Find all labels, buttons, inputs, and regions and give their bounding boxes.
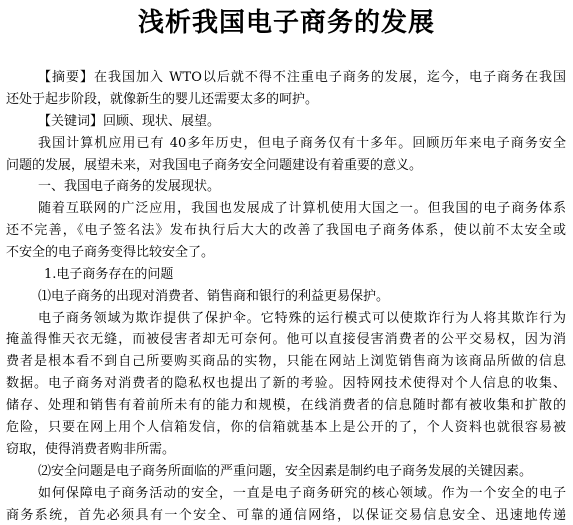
document-title: 浅析我国电子商务的发展 [137,8,435,38]
body-line: 随着互联网的广泛应用，我国也发展成了计算机使用大国之一。但我国的电子商务体系 [38,201,566,216]
body-line: 商务系统，首先必须具有一个安全、可靠的通信网络，以保证交易信息安全、迅速地传递 [6,508,566,523]
body-line: 问题的发展，展望未来，对我国电子商务安全问题建设有着重要的意义。 [6,158,423,173]
keywords-line: 【关键词】回顾、现状、展望。 [38,114,221,129]
body-line: 储存、处理和销售有着前所未有的能力和规模，在线消费者的信息随时都有被收集和扩散的 [6,398,566,413]
body-line: 危险，只要在网上用个人信箱发信，你的信箱就基本上是公开的了，个人资料也就很容易被 [6,420,566,435]
subsection-heading: 1.电子商务存在的问题 [44,267,174,282]
body-line: 掩盖得惟天衣无缝，而被侵害者却无可奈何。他可以直接侵害消费者的公平交易权，因为消 [6,332,566,347]
body-line: 如何保障电子商务活动的安全，一直是电子商务研究的核心领域。作为一个安全的电子 [38,486,566,501]
body-line: 我国计算机应用已有 40多年历史，但电子商务仅有十多年。回顾历年来电子商务安全 [38,136,566,151]
body-line: 电子商务领域为欺诈提供了保护伞。它特殊的运行模式可以使欺诈行为人将其欺诈行为 [38,311,566,326]
subheading-line: ⑵安全问题是电子商务所面临的严重问题，安全因素是制约电子商务发展的关键因素。 [38,464,533,479]
body-line: 费者是根本看不到自己所要购买商品的实物，只能在网站上浏览销售商为该商品所做的信息 [6,354,566,369]
body-line: 还不完善，《电子签名法》发布执行后大大的改善了我国电子商务体系，使以前不太安全或 [6,223,566,238]
subheading-line: ⑴电子商务的出现对消费者、销售商和银行的利益更易保护。 [38,289,390,304]
abstract-line-1: 【摘要】在我国加入 WTO以后就不得不注重电子商务的发展，迄今，电子商务在我国 [38,70,566,85]
body-line: 窃取，使得消费者购非所需。 [6,442,176,457]
abstract-line-2: 还处于起步阶段，就像新生的婴儿还需要太多的呵护。 [6,92,319,107]
body-line: 不安全的电子商务变得比较安全了。 [6,245,215,260]
section-heading: 一、我国电子商务的发展现状。 [38,179,221,194]
body-line: 数据。电子商务对消费者的隐私权也提出了新的考验。因特网技术使得对个人信息的收集、 [6,376,566,391]
